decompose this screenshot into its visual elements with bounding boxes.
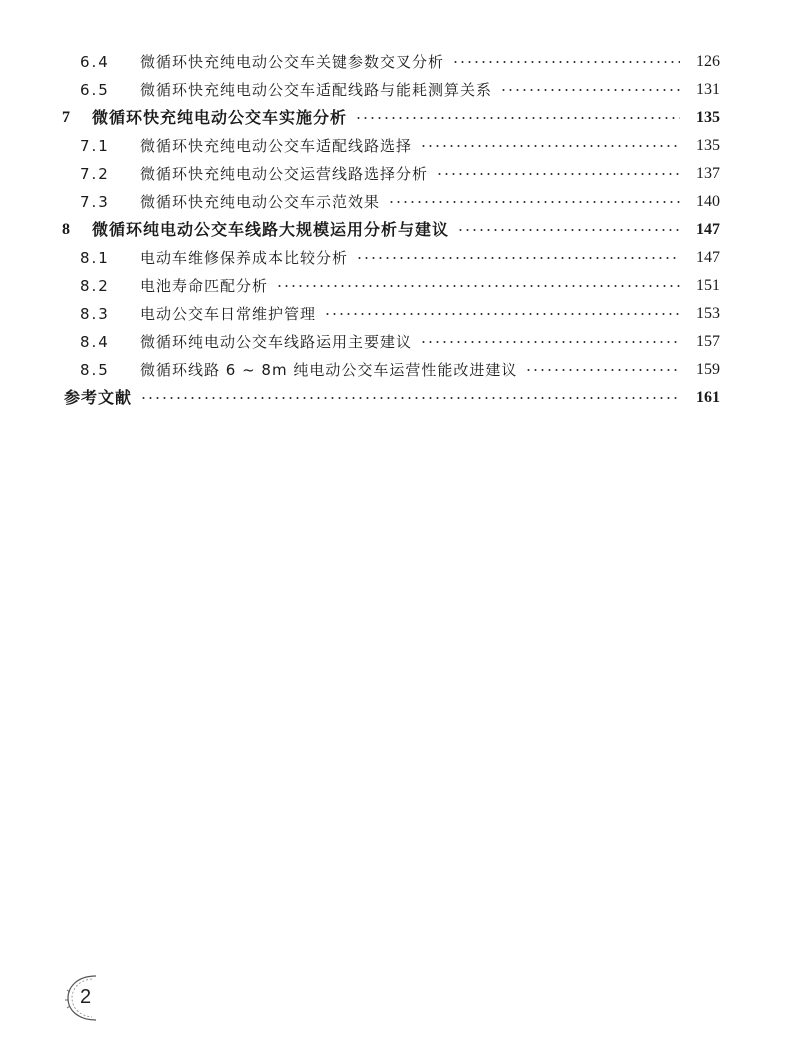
dot-leader xyxy=(500,88,680,92)
toc-entry-page: 126 xyxy=(696,53,720,70)
toc-entry-number: 8.3 xyxy=(80,305,110,323)
toc-entry-number: 8.2 xyxy=(80,277,110,295)
toc-chapter-number: 8 xyxy=(62,221,71,238)
toc-entry-number: 6.4 xyxy=(80,53,110,71)
table-of-contents xyxy=(0,48,790,412)
toc-entry-page: 153 xyxy=(696,305,720,322)
toc-entry-title: 电池寿命匹配分析 xyxy=(140,277,269,295)
toc-references[interactable] xyxy=(0,384,790,412)
toc-entry-page: 137 xyxy=(696,165,720,182)
toc-chapter-7[interactable] xyxy=(0,104,790,132)
dot-leader xyxy=(388,200,680,204)
toc-entry-title: 微循环纯电动公交车线路运用主要建议 xyxy=(140,333,413,351)
toc-entry-page: 135 xyxy=(696,109,720,126)
dot-leader xyxy=(452,60,680,64)
toc-references-title: 参考文献 xyxy=(64,388,133,407)
dot-leader xyxy=(140,396,680,400)
toc-entry-title: 电动车维修保养成本比较分析 xyxy=(140,249,349,267)
toc-entry-number: 7.3 xyxy=(80,193,110,211)
toc-entry-title: 微循环快充纯电动公交运营线路选择分析 xyxy=(140,165,429,183)
toc-entry-6-5[interactable] xyxy=(0,76,790,104)
toc-entry-title: 电动公交车日常维护管理 xyxy=(140,305,317,323)
toc-entry-page: 147 xyxy=(696,221,720,238)
toc-entry-8-4[interactable] xyxy=(0,328,790,356)
toc-entry-page: 147 xyxy=(696,249,720,266)
toc-entry-7-1[interactable] xyxy=(0,132,790,160)
toc-entry-page: 151 xyxy=(696,277,720,294)
toc-entry-number: 7.2 xyxy=(80,165,110,183)
dot-leader xyxy=(420,144,680,148)
toc-chapter-title: 微循环快充纯电动公交车实施分析 xyxy=(92,108,348,127)
toc-entry-number: 6.5 xyxy=(80,81,110,99)
toc-entry-8-1[interactable] xyxy=(0,244,790,272)
dot-leader xyxy=(457,228,680,232)
page-number: 2 xyxy=(80,986,92,1008)
toc-entry-number: 8.4 xyxy=(80,333,110,351)
toc-entry-8-2[interactable] xyxy=(0,272,790,300)
toc-entry-page: 159 xyxy=(696,361,720,378)
toc-entry-title: 微循环快充纯电动公交车适配线路选择 xyxy=(140,137,413,155)
toc-entry-page: 157 xyxy=(696,333,720,350)
toc-entry-number: 7.1 xyxy=(80,137,110,155)
toc-entry-title: 微循环快充纯电动公交车关键参数交叉分析 xyxy=(140,53,445,71)
dot-leader xyxy=(436,172,680,176)
dot-leader xyxy=(525,368,680,372)
toc-entry-title: 微循环线路 6 ~ 8m 纯电动公交车运营性能改进建议 xyxy=(140,361,518,379)
toc-chapter-number: 7 xyxy=(62,109,71,126)
toc-chapter-8[interactable] xyxy=(0,216,790,244)
toc-entry-number: 8.1 xyxy=(80,249,110,267)
toc-entry-number: 8.5 xyxy=(80,361,110,379)
toc-entry-7-3[interactable] xyxy=(0,188,790,216)
toc-entry-title: 微循环快充纯电动公交车示范效果 xyxy=(140,193,381,211)
dot-leader xyxy=(356,256,680,260)
toc-entry-8-3[interactable] xyxy=(0,300,790,328)
toc-entry-page: 135 xyxy=(696,137,720,154)
toc-entry-page: 131 xyxy=(696,81,720,98)
dot-leader xyxy=(420,340,680,344)
toc-entry-6-4[interactable] xyxy=(0,48,790,76)
toc-entry-8-5[interactable] xyxy=(0,356,790,384)
toc-entry-7-2[interactable] xyxy=(0,160,790,188)
dot-leader xyxy=(276,284,680,288)
dot-leader xyxy=(355,116,680,120)
toc-chapter-title: 微循环纯电动公交车线路大规模运用分析与建议 xyxy=(92,220,450,239)
page-number-ornament xyxy=(62,970,106,1026)
dot-leader xyxy=(324,312,680,316)
toc-entry-page: 140 xyxy=(696,193,720,210)
toc-entry-title: 微循环快充纯电动公交车适配线路与能耗测算关系 xyxy=(140,81,493,99)
toc-entry-page: 161 xyxy=(696,389,720,406)
